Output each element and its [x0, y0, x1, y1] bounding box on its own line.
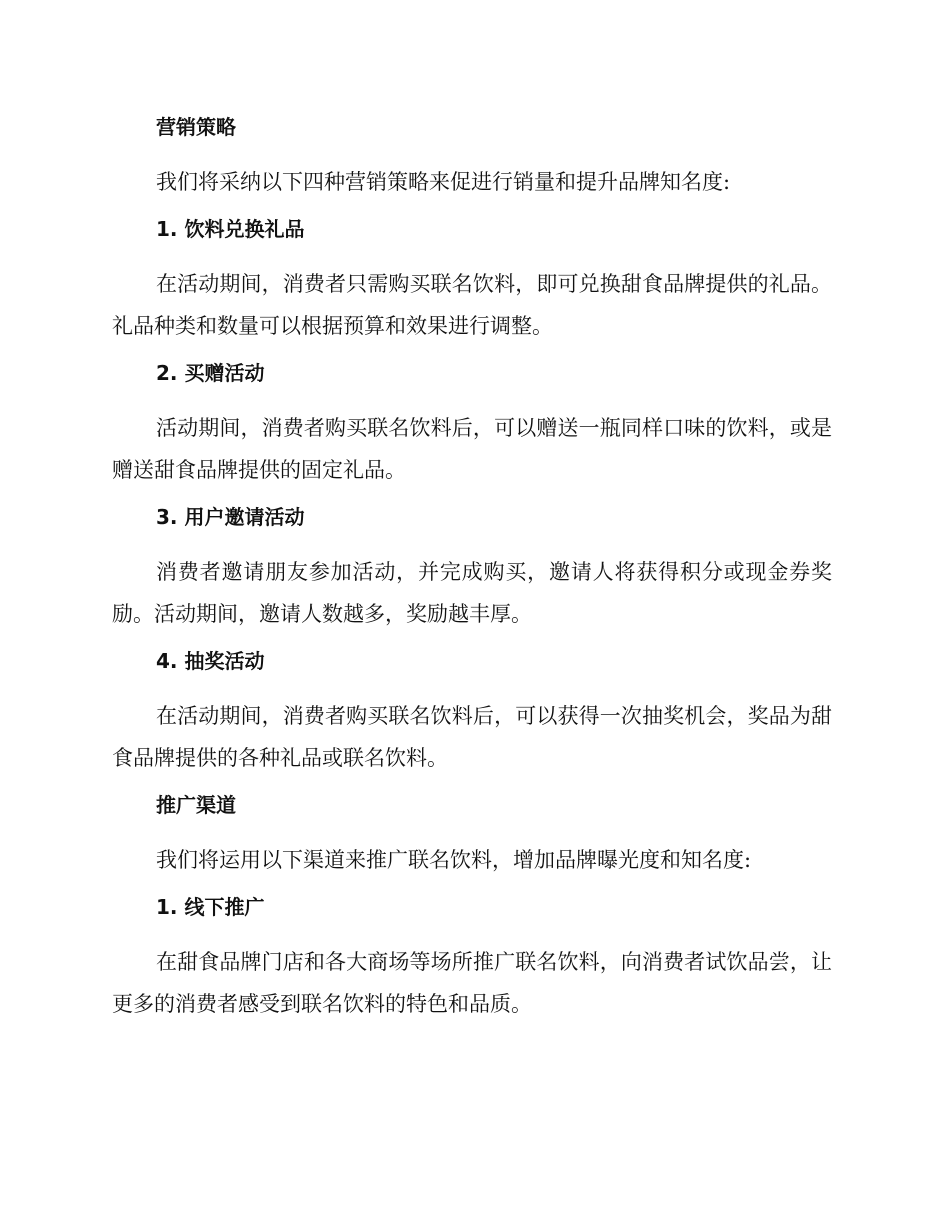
subheading-user-invite: 3. 用户邀请活动 — [156, 505, 305, 529]
section-heading-promotion-channels: 推广渠道 — [156, 793, 236, 817]
paragraph-lottery: 在活动期间，消费者购买联名饮料后，可以获得一次抽奖机会，奖品为甜食品牌提供的各种礼品或联名饮料。 — [112, 704, 832, 770]
paragraph-user-invite: 消费者邀请朋友参加活动，并完成购买，邀请人将获得积分或现金券奖励。活动期间，邀请人数越多，奖励越丰厚。 — [112, 560, 832, 626]
paragraph-gift-exchange: 在活动期间，消费者只需购买联名饮料，即可兑换甜食品牌提供的礼品。礼品种类和数量可以根据预算和效果进行调整。 — [112, 272, 832, 338]
subheading-buy-gift: 2. 买赠活动 — [156, 361, 265, 385]
subheading-offline-promotion: 1. 线下推广 — [156, 895, 265, 919]
paragraph-buy-gift: 活动期间，消费者购买联名饮料后，可以赠送一瓶同样口味的饮料，或是赠送甜食品牌提供的固定礼品。 — [112, 416, 832, 482]
paragraph-channels-intro: 我们将运用以下渠道来推广联名饮料，增加品牌曝光度和知名度: — [156, 848, 752, 872]
subheading-gift-exchange: 1. 饮料兑换礼品 — [156, 217, 305, 241]
subheading-lottery: 4. 抽奖活动 — [156, 649, 265, 673]
paragraph-offline-promotion: 在甜食品牌门店和各大商场等场所推广联名饮料，向消费者试饮品尝，让更多的消费者感受到联名饮料的特色和品质。 — [112, 950, 832, 1016]
document-body — [112, 110, 832, 1034]
paragraph-strategy-intro: 我们将采纳以下四种营销策略来促进行销量和提升品牌知名度: — [156, 170, 731, 194]
section-heading-marketing-strategy: 营销策略 — [156, 115, 236, 139]
